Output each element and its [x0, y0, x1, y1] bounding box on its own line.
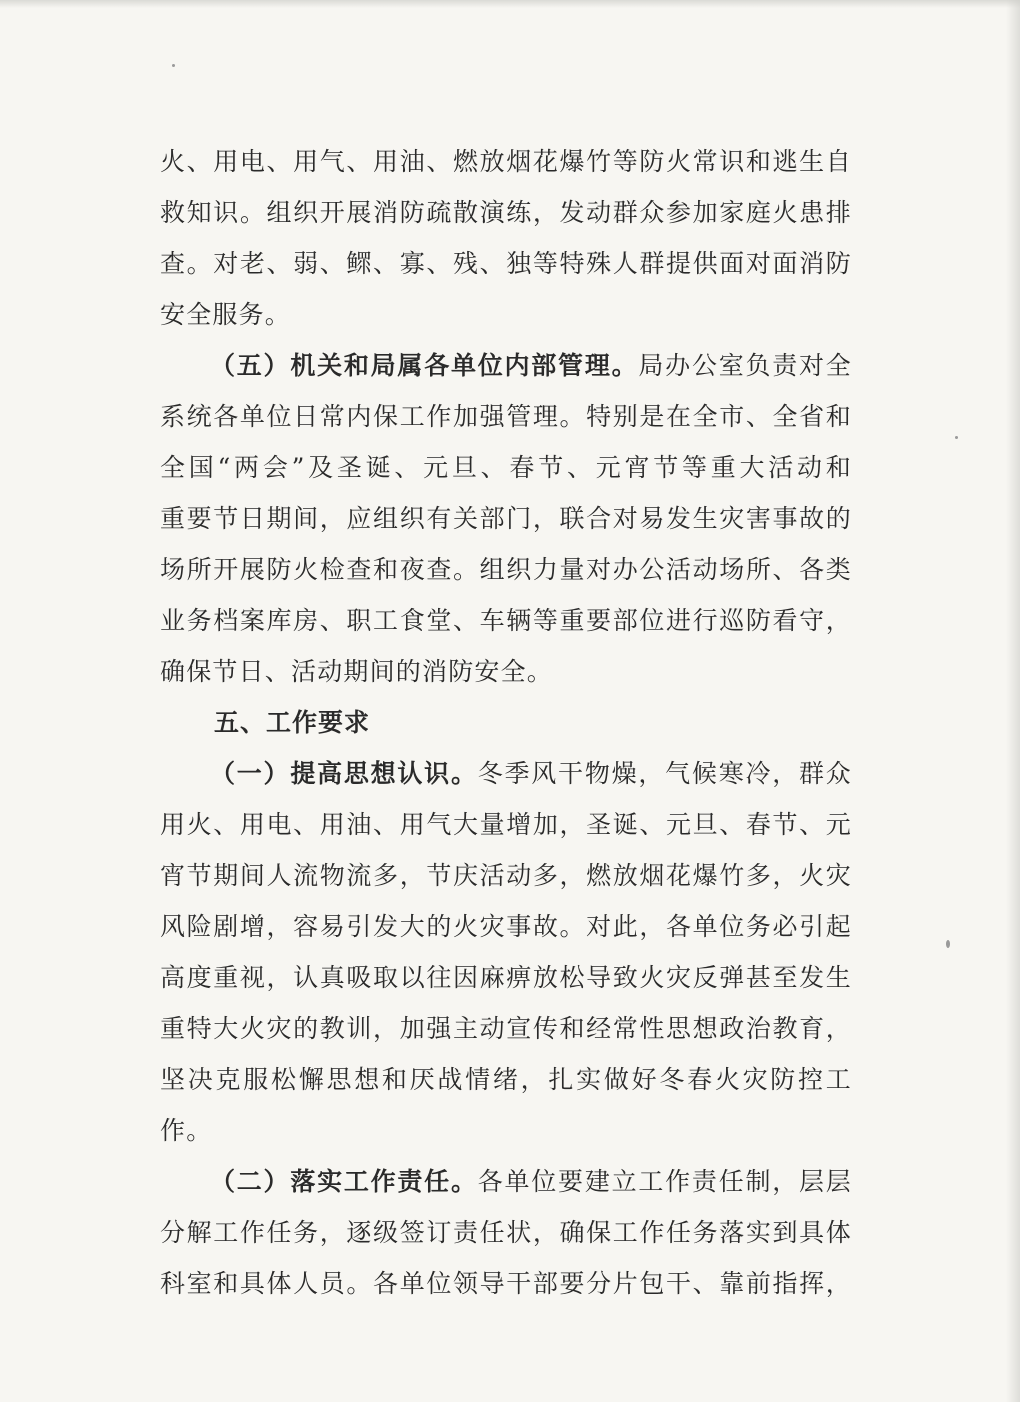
text-line: 用火、用电、用油、用气大量增加，圣诞、元旦、春节、元	[160, 810, 852, 839]
scan-speck	[955, 436, 958, 439]
text-fragment: 局办公室负责对全	[638, 351, 853, 380]
text-line: 确保节日、活动期间的消防安全。	[160, 657, 554, 686]
text-line: 场所开展防火检查和夜查。组织力量对办公活动场所、各类	[160, 555, 852, 584]
text-line: 系统各单位日常内保工作加强管理。特别是在全市、全省和	[160, 402, 852, 431]
text-line: 风险剧增，容易引发大的火灾事故。对此，各单位务必引起	[160, 912, 852, 941]
text-line: 业务档案库房、职工食堂、车辆等重要部位进行巡防看守，	[160, 606, 852, 635]
text-fragment: 冬季风干物燥，气候寒冷，群众	[477, 759, 852, 788]
text-line: 科室和具体人员。各单位领导干部要分片包干、靠前指挥，	[160, 1269, 852, 1298]
text-line: 宵节期间人流物流多，节庆活动多，燃放烟花爆竹多，火灾	[160, 861, 852, 890]
text-line: 高度重视，认真吸取以往因麻痹放松导致火灾反弹甚至发生	[160, 963, 852, 992]
paragraph-1-start	[160, 748, 852, 799]
text-line: 重特大火灾的教训，加强主动宣传和经常性思想政治教育，	[160, 1014, 852, 1043]
text-line: 救知识。组织开展消防疏散演练，发动群众参加家庭火患排	[160, 198, 852, 227]
section-heading: 五、工作要求	[214, 708, 371, 737]
scan-speck	[946, 940, 950, 948]
paragraph-5-start	[160, 340, 852, 391]
text-line: 安全服务。	[160, 300, 292, 329]
text-line: 重要节日期间，应组织有关部门，联合对易发生灾害事故的	[160, 504, 852, 533]
text-line: 坚决克服松懈思想和厌战情绪，扎实做好冬春火灾防控工	[160, 1065, 852, 1094]
text-line: 火、用电、用气、用油、燃放烟花爆竹等防火常识和逃生自	[160, 147, 852, 176]
section-lead-5: （五）机关和局属各单位内部管理。	[210, 351, 639, 380]
text-line: 作。	[160, 1116, 213, 1145]
text-line: 全国“两会”及圣诞、元旦、春节、元宵节等重大活动和	[160, 453, 852, 482]
text-line: 分解工作任务，逐级签订责任状，确保工作任务落实到具体	[160, 1218, 852, 1247]
scan-speck	[172, 64, 175, 67]
scan-shadow-right	[1006, 0, 1020, 1402]
scan-shadow-top	[0, 0, 1020, 8]
text-line: 查。对老、弱、鳏、寡、残、独等特殊人群提供面对面消防	[160, 249, 852, 278]
paragraph-2-start	[160, 1156, 852, 1207]
document-body	[160, 136, 852, 1309]
section-lead-1: （一）提高思想认识。	[210, 759, 478, 788]
section-lead-2: （二）落实工作责任。	[210, 1167, 478, 1196]
text-fragment: 各单位要建立工作责任制，层层	[477, 1167, 852, 1196]
